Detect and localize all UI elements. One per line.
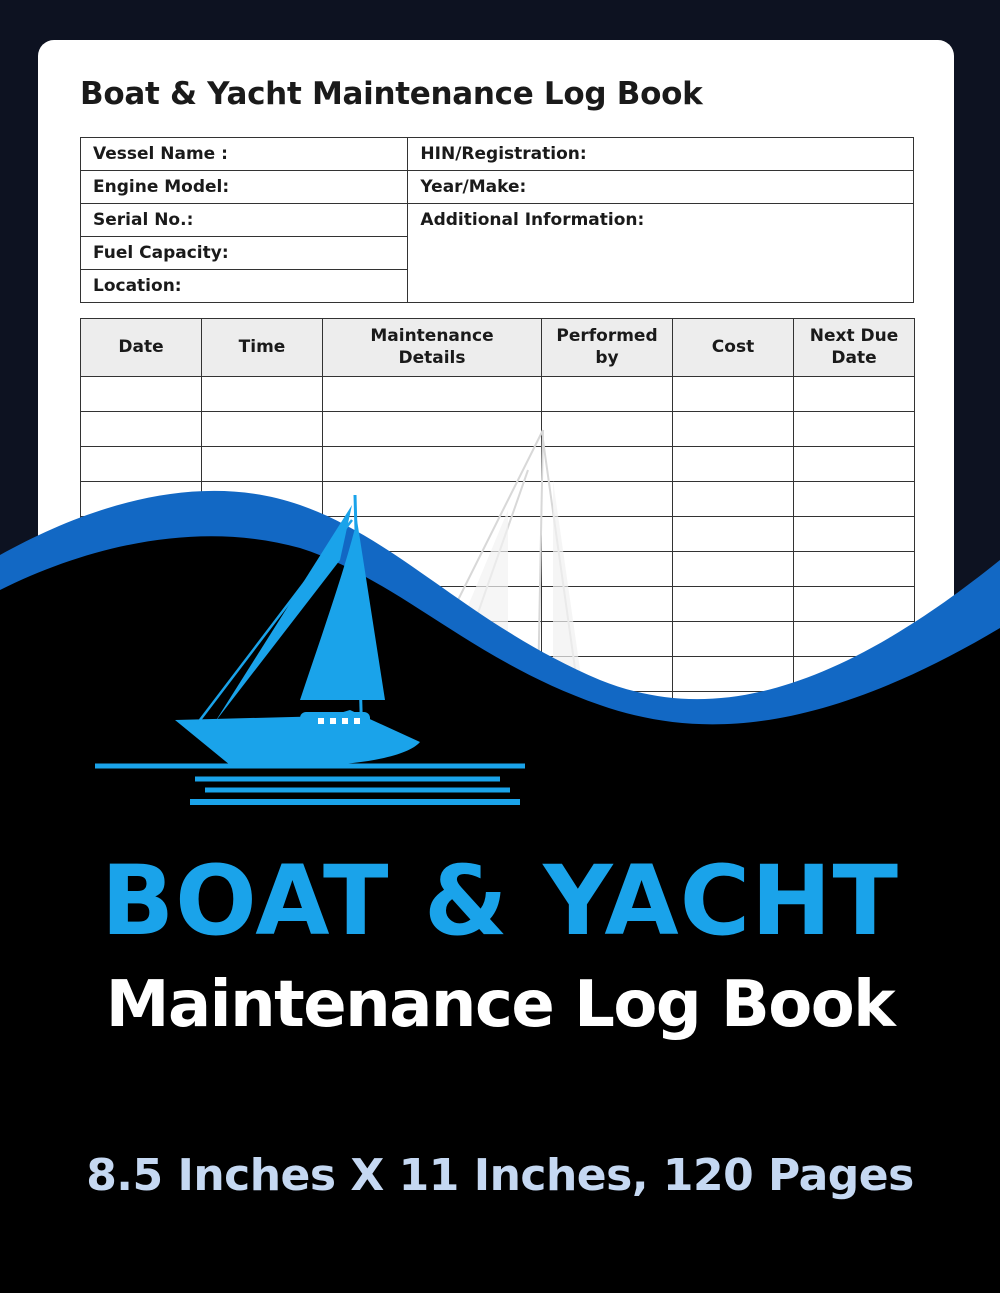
column-header-cost: Cost bbox=[673, 319, 794, 377]
next-due-date-text: Next Due Date bbox=[809, 326, 899, 368]
vessel-name-label: Vessel Name : bbox=[81, 138, 408, 171]
column-header-date: Date bbox=[81, 319, 202, 377]
serial-no-label: Serial No.: bbox=[81, 204, 408, 237]
cover-size-line: 8.5 Inches X 11 Inches, 120 Pages bbox=[86, 1150, 914, 1201]
log-page-title: Boat & Yacht Maintenance Log Book bbox=[80, 76, 703, 112]
location-label: Location: bbox=[81, 270, 408, 303]
engine-model-label: Engine Model: bbox=[81, 171, 408, 204]
performed-by-text: Performed by bbox=[556, 326, 658, 368]
cover-subtitle: Maintenance Log Book bbox=[105, 968, 895, 1042]
additional-information-label: Additional Information: bbox=[408, 204, 914, 303]
year-make-label: Year/Make: bbox=[408, 171, 914, 204]
cover-title: BOAT & YACHT bbox=[101, 845, 899, 957]
column-header-time: Time bbox=[202, 319, 323, 377]
fuel-capacity-label: Fuel Capacity: bbox=[81, 237, 408, 270]
maintenance-details-text: Maintenance Details bbox=[370, 326, 494, 368]
hin-registration-label: HIN/Registration: bbox=[408, 138, 914, 171]
